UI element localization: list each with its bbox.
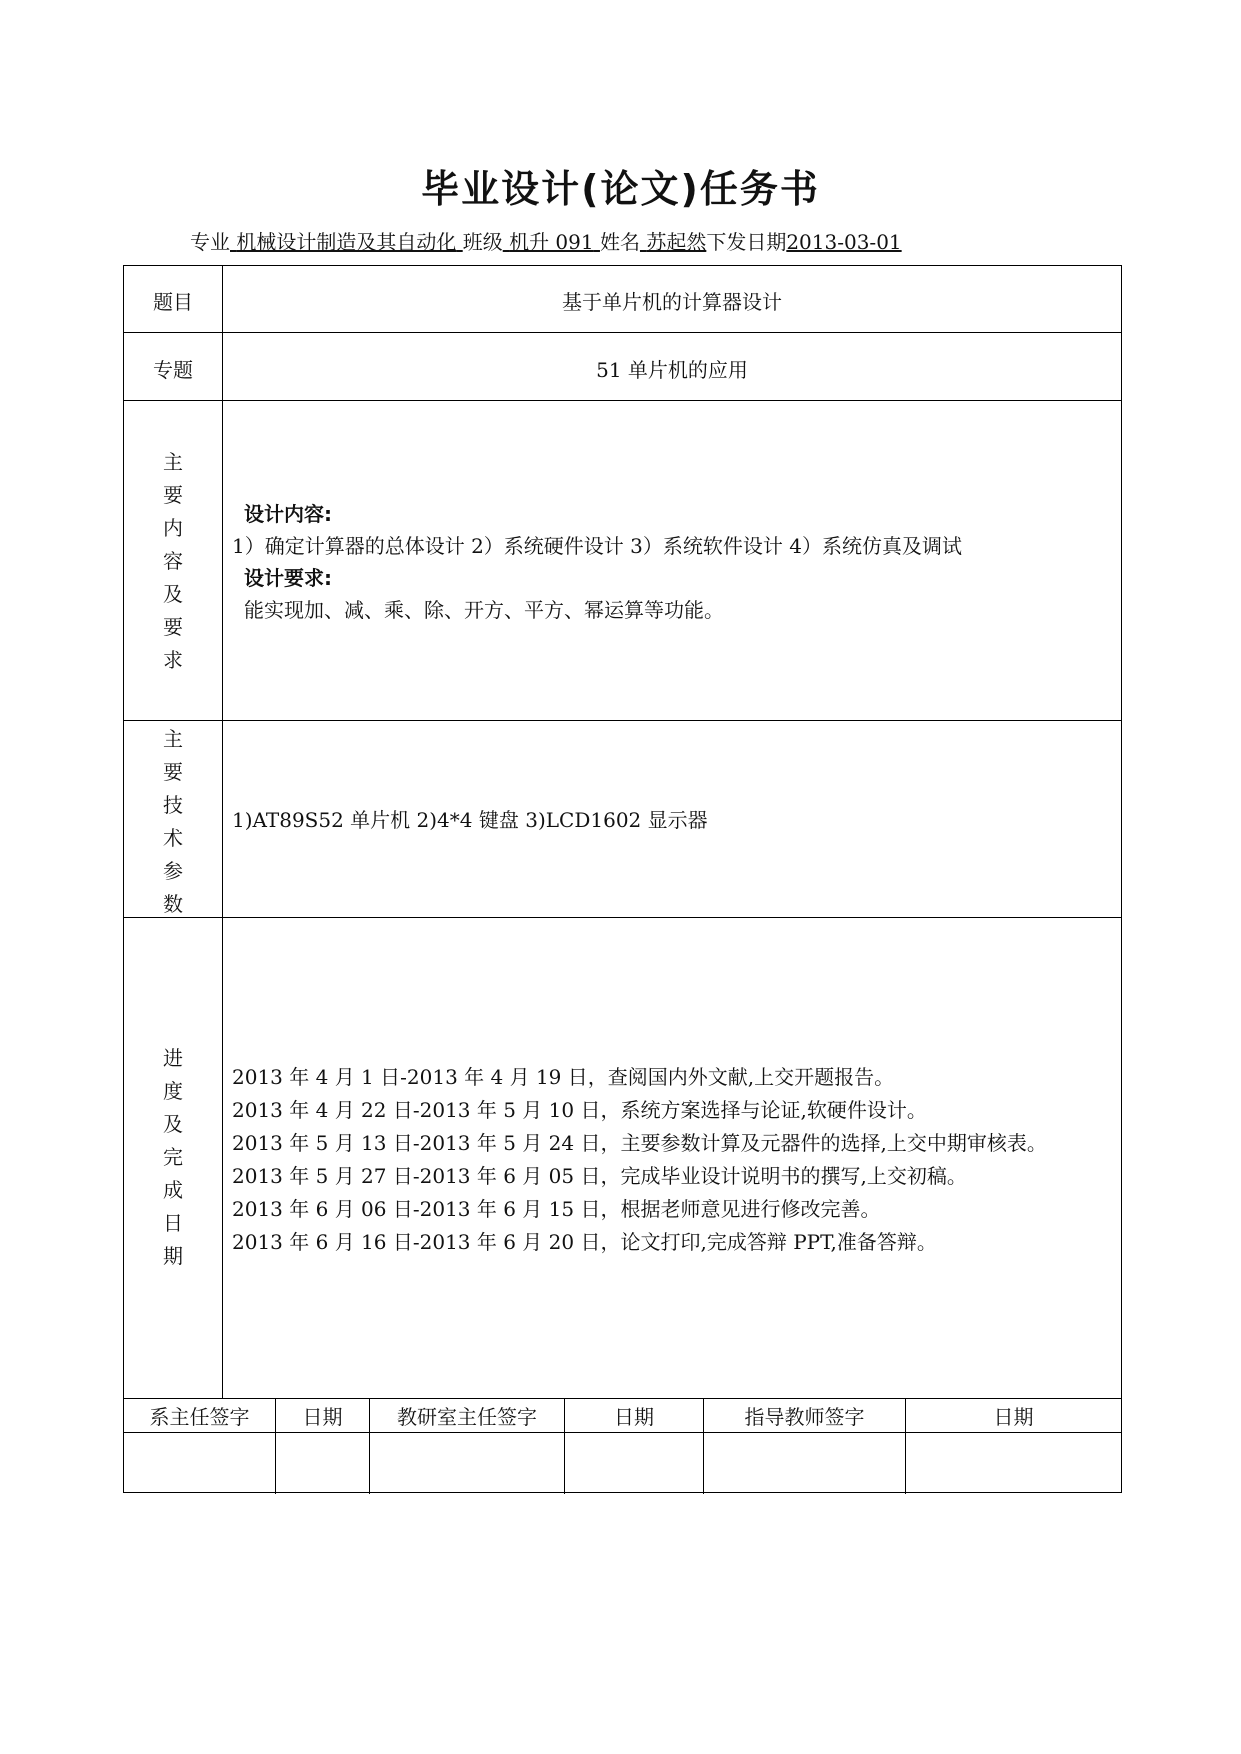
date-field-3[interactable] <box>906 1433 1121 1493</box>
schedule-label: 进 度 及 完 成 日 期 <box>163 1046 183 1268</box>
date-label-2: 日期 <box>614 1405 654 1429</box>
content-label: 主 要 内 容 及 要 求 <box>163 450 183 672</box>
date-label-1: 日期 <box>302 1405 343 1429</box>
office-head-signature-label: 教研室主任签字 <box>397 1405 537 1429</box>
special-value: 51 单片机的应用 <box>596 358 748 382</box>
schedule-item: 2013 年 5 月 27 日-2013 年 6 月 05 日，完成毕业设计说明书的撰写,上交初稿。 <box>232 1164 967 1188</box>
date-value: 2013-03-01 <box>786 230 902 254</box>
name-value: 苏起然 <box>646 230 707 254</box>
date-label-3: 日期 <box>993 1405 1034 1429</box>
content-body <box>232 498 962 626</box>
topic-value: 基于单片机的计算器设计 <box>562 290 782 314</box>
schedule-item: 2013 年 4 月 22 日-2013 年 5 月 10 日，系统方案选择与论证,软硬件设计。 <box>232 1098 927 1122</box>
class-label: 班级 <box>462 230 503 254</box>
document-title: 毕业设计(论文)任务书 <box>421 167 820 211</box>
dept-head-signature-field[interactable] <box>124 1433 275 1493</box>
major-value: 机械设计制造及其自动化 <box>236 230 457 254</box>
schedule-item: 2013 年 5 月 13 日-2013 年 5 月 24 日，主要参数计算及元器件的选择,上交中期审核表。 <box>232 1131 1047 1155</box>
schedule-item: 2013 年 4 月 1 日-2013 年 4 月 19 日，查阅国内外文献,上交开题报告。 <box>232 1065 895 1089</box>
dept-head-signature-label: 系主任签字 <box>149 1405 250 1429</box>
schedule-list <box>232 1061 1047 1259</box>
office-head-signature-field[interactable] <box>370 1433 564 1493</box>
tech-value: 1)AT89S52 单片机 2)4*4 键盘 3)LCD1602 显示器 <box>232 808 708 832</box>
content-heading-design: 设计内容: <box>244 502 332 526</box>
schedule-item: 2013 年 6 月 06 日-2013 年 6 月 15 日，根据老师意见进行修改完善。 <box>232 1197 881 1221</box>
topic-label: 题目 <box>153 290 193 314</box>
date-label: 下发日期 <box>706 230 787 254</box>
content-design-list: 1）确定计算器的总体设计 2）系统硬件设计 3）系统软件设计 4）系统仿真及调试 <box>232 534 962 558</box>
content-requirements-text: 能实现加、减、乘、除、开方、平方、幂运算等功能。 <box>244 598 724 622</box>
special-label: 专题 <box>153 358 193 382</box>
major-label: 专业 <box>190 230 230 254</box>
name-label: 姓名 <box>599 230 640 254</box>
header-info <box>190 226 902 255</box>
class-value: 机升 091 <box>509 230 594 254</box>
advisor-signature-field[interactable] <box>704 1433 905 1493</box>
schedule-item: 2013 年 6 月 16 日-2013 年 6 月 20 日，论文打印,完成答辩 PPT,准备答辩。 <box>232 1230 937 1254</box>
task-table <box>123 265 1122 1493</box>
content-heading-requirements: 设计要求: <box>244 566 332 590</box>
date-field-2[interactable] <box>565 1433 703 1493</box>
advisor-signature-label: 指导教师签字 <box>744 1405 865 1429</box>
date-field-1[interactable] <box>276 1433 369 1493</box>
tech-label: 主 要 技 术 参 数 <box>163 727 183 916</box>
